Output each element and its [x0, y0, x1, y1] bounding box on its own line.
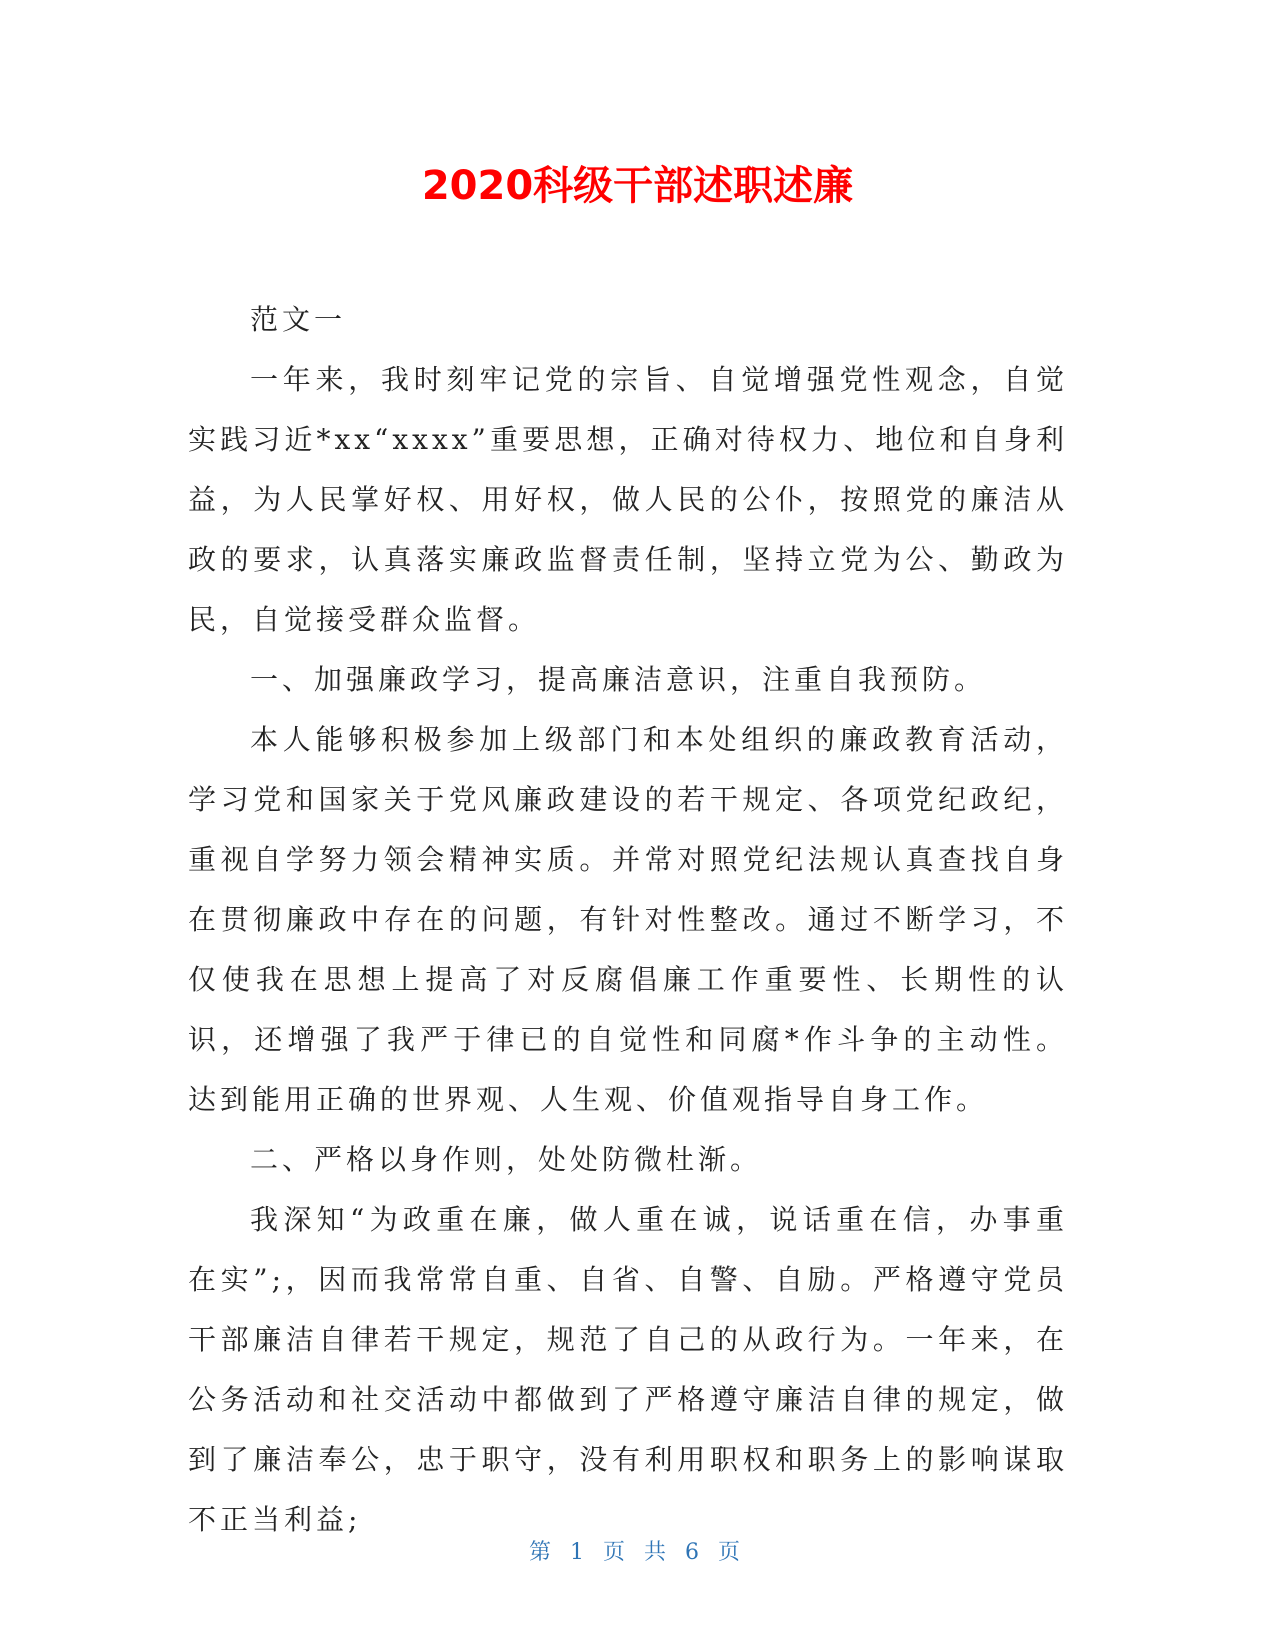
document-title: 2020科级干部述职述廉	[421, 163, 854, 209]
paragraph-section-1-body: 本人能够积极参加上级部门和本处组织的廉政教育活动，学习党和国家关于党风廉政建设的若干规定、各项党纪政纪，重视自学努力领会精神实质。并常对照党纪法规认真查找自身在贯彻廉政中存在的问题，有针对性整改。通过不断学习，不仅使我在思想上提高了对反腐倡廉工作重要性、长期性的认识，还增强了我严于律已的自觉性和同腐*作斗争的主动性。达到能用正确的世界观、人生观、价值观指导自身工作。	[188, 723, 1068, 1116]
paragraph-intro: 一年来，我时刻牢记党的宗旨、自觉增强党性观念，自觉实践习近*xx“xxxx”重要思想，正确对待权力、地位和自身利益，为人民掌好权、用好权，做人民的公仆，按照党的廉洁从政的要求，认真落实廉政监督责任制，坚持立党为公、勤政为民，自觉接受群众监督。	[188, 363, 1068, 636]
paragraph-section-2-heading: 二、严格以身作则，处处防微杜渐。	[250, 1143, 763, 1176]
paragraph-section-1-heading: 一、加强廉政学习，提高廉洁意识，注重自我预防。	[250, 663, 987, 696]
document-body	[188, 290, 1068, 1550]
page-number-footer: 第 1 页 共 6 页	[529, 1540, 746, 1565]
paragraph-section-2-body: 我深知“为政重在廉，做人重在诚，说话重在信，办事重在实”;，因而我常常自重、自省、自警、自励。严格遵守党员干部廉洁自律若干规定，规范了自己的从政行为。一年来，在公务活动和社交活动中都做到了严格遵守廉洁自律的规定，做到了廉洁奉公，忠于职守，没有利用职权和职务上的影响谋取不正当利益;	[188, 1203, 1068, 1536]
paragraph-heading-sample: 范文一	[250, 303, 347, 336]
